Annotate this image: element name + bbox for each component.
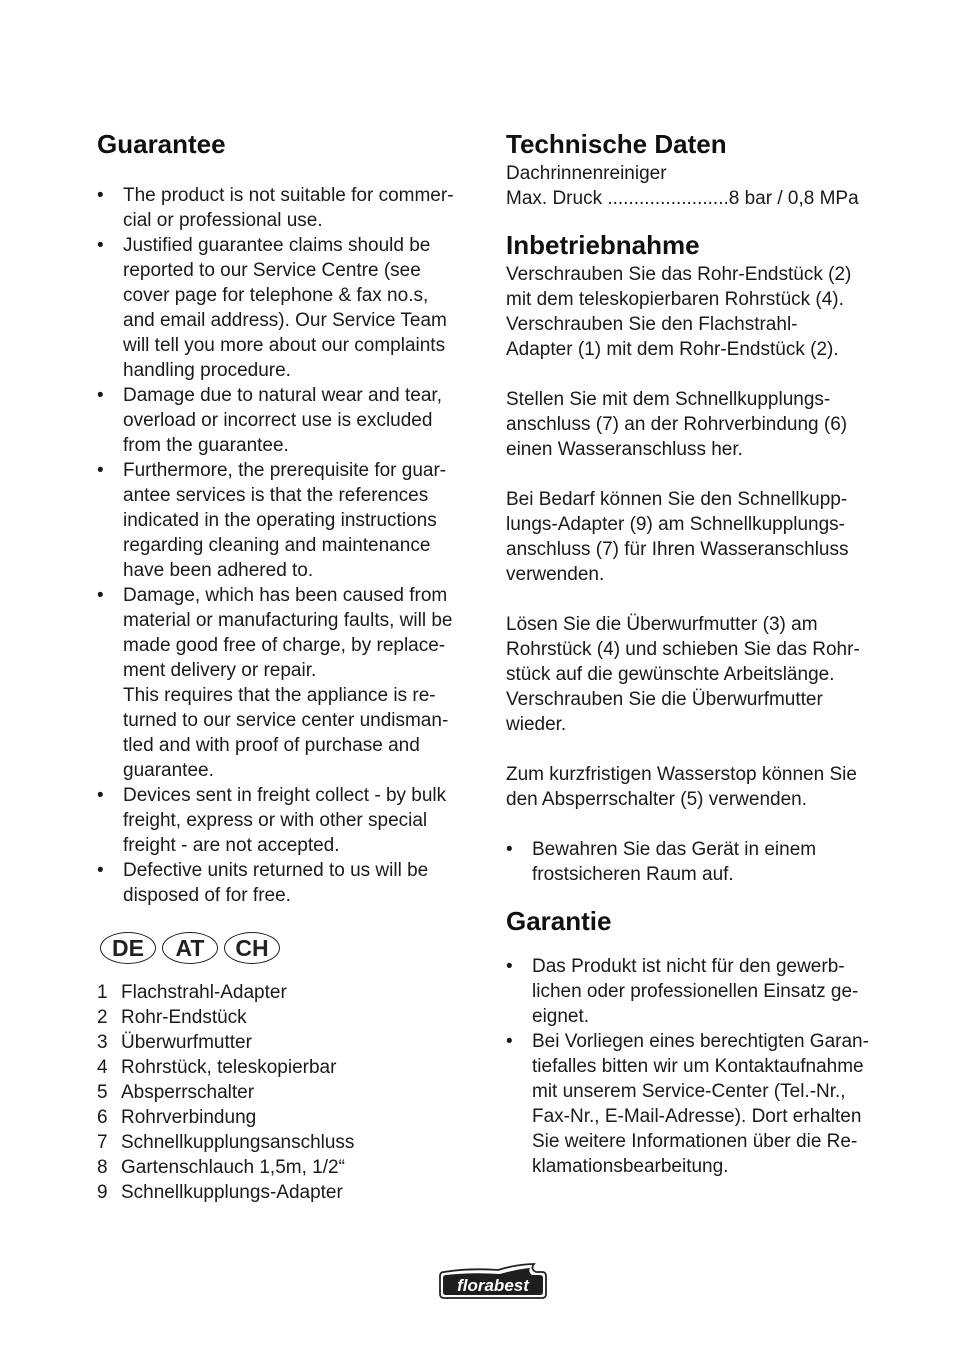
- guarantee-item: • Devices sent in freight collect - by bulk freight, express or with other special freight - are not accepted.: [97, 783, 487, 858]
- garantie-item: • Das Produkt ist nicht für den gewerb- lichen oder professionellen Einsatz ge- eignet.: [506, 954, 896, 1029]
- storage-list: [506, 837, 896, 887]
- guarantee-item: • Damage due to natural wear and tear, overload or incorrect use is excluded from the guarantee.: [97, 383, 487, 458]
- setup-paragraph: Stellen Sie mit dem Schnellkupplungs- anschluss (7) an der Rohrverbindung (6) einen Wasseranschluss her.: [506, 389, 848, 460]
- tech-spec-row: [506, 186, 896, 211]
- parts-item: 3 Überwurfmutter: [97, 1032, 252, 1053]
- parts-list: [97, 980, 487, 1205]
- setup-paragraph: Verschrauben Sie das Rohr-Endstück (2) mit dem teleskopierbaren Rohrstück (4). Verschrauben Sie den Flachstrahl- Adapter (1) mit dem Rohr-Endstück (2).: [506, 264, 852, 360]
- parts-item: 7 Schnellkupplungsanschluss: [97, 1132, 355, 1153]
- storage-item: • Bewahren Sie das Gerät in einem frostsicheren Raum auf.: [506, 837, 896, 887]
- tech-product: Dachrinnenreiniger: [506, 163, 667, 184]
- country-badge-at: AT: [162, 932, 218, 964]
- country-badge-ch: CH: [224, 932, 280, 964]
- country-badges: [100, 932, 487, 964]
- guarantee-item: • Damage, which has been caused from material or manufacturing faults, will be made good free of charge, by replace- ment delivery or repair. This requires that the appliance is re- turned to our service center undisman- tled and with proof of purchase and guarantee.: [97, 583, 487, 783]
- garantie-item: • Bei Vorliegen eines berechtigten Garan- tiefalles bitten wir um Kontaktaufnahme mit unserem Service-Center (Tel.-Nr., Fax-Nr., E-Mail-Adresse). Dort erhalten Sie weitere Informationen über die Re- klamationsbearbeitung.: [506, 1029, 896, 1179]
- parts-item: 6 Rohrverbindung: [97, 1107, 257, 1128]
- logo-text: florabest: [457, 1276, 529, 1295]
- guarantee-heading: Guarantee: [97, 129, 226, 159]
- setup-heading: Inbetriebnahme: [506, 230, 700, 260]
- tech-data-heading: Technische Daten: [506, 129, 727, 159]
- parts-item: 2 Rohr-Endstück: [97, 1007, 247, 1028]
- parts-item: 5 Absperrschalter: [97, 1082, 255, 1103]
- guarantee-item: • Defective units returned to us will be disposed of for free.: [97, 858, 487, 908]
- setup-paragraph: Bei Bedarf können Sie den Schnellkupp- lungs-Adapter (9) am Schnellkupplungs- anschluss (7) für Ihren Wasseranschluss verwenden.: [506, 489, 849, 585]
- setup-paragraph: Lösen Sie die Überwurfmutter (3) am Rohrstück (4) und schieben Sie das Rohr- stück auf die gewünschte Arbeitslänge. Verschrauben Sie die Überwurfmutter wieder.: [506, 614, 860, 735]
- guarantee-item: • The product is not suitable for commer- cial or professional use.: [97, 183, 487, 233]
- parts-item: 8 Gartenschlauch 1,5m, 1/2“: [97, 1157, 345, 1178]
- tech-spec-value: 8 bar / 0,8 MPa: [728, 188, 859, 209]
- left-column: [97, 127, 487, 1205]
- garantie-heading: Garantie: [506, 906, 612, 936]
- garantie-list: [506, 954, 896, 1179]
- right-column: [506, 127, 896, 1179]
- parts-item: 1 Flachstrahl-Adapter: [97, 982, 287, 1003]
- country-badge-de: DE: [100, 932, 156, 964]
- florabest-logo: [438, 1262, 548, 1300]
- guarantee-item: • Furthermore, the prerequisite for guar- antee services is that the references indicated in the operating instructions regarding cleaning and maintenance have been adhered to.: [97, 458, 487, 583]
- parts-item: 9 Schnellkupplungs-Adapter: [97, 1182, 343, 1203]
- tech-spec-label: Max. Druck .......................: [506, 188, 729, 209]
- parts-item: 4 Rohrstück, teleskopierbar: [97, 1057, 337, 1078]
- guarantee-list: [97, 183, 487, 908]
- guarantee-item: • Justified guarantee claims should be reported to our Service Centre (see cover page for telephone & fax no.s, and email address). Our Service Team will tell you more about our complaints handling procedure.: [97, 233, 487, 383]
- setup-paragraph: Zum kurzfristigen Wasserstop können Sie den Absperrschalter (5) verwenden.: [506, 764, 857, 810]
